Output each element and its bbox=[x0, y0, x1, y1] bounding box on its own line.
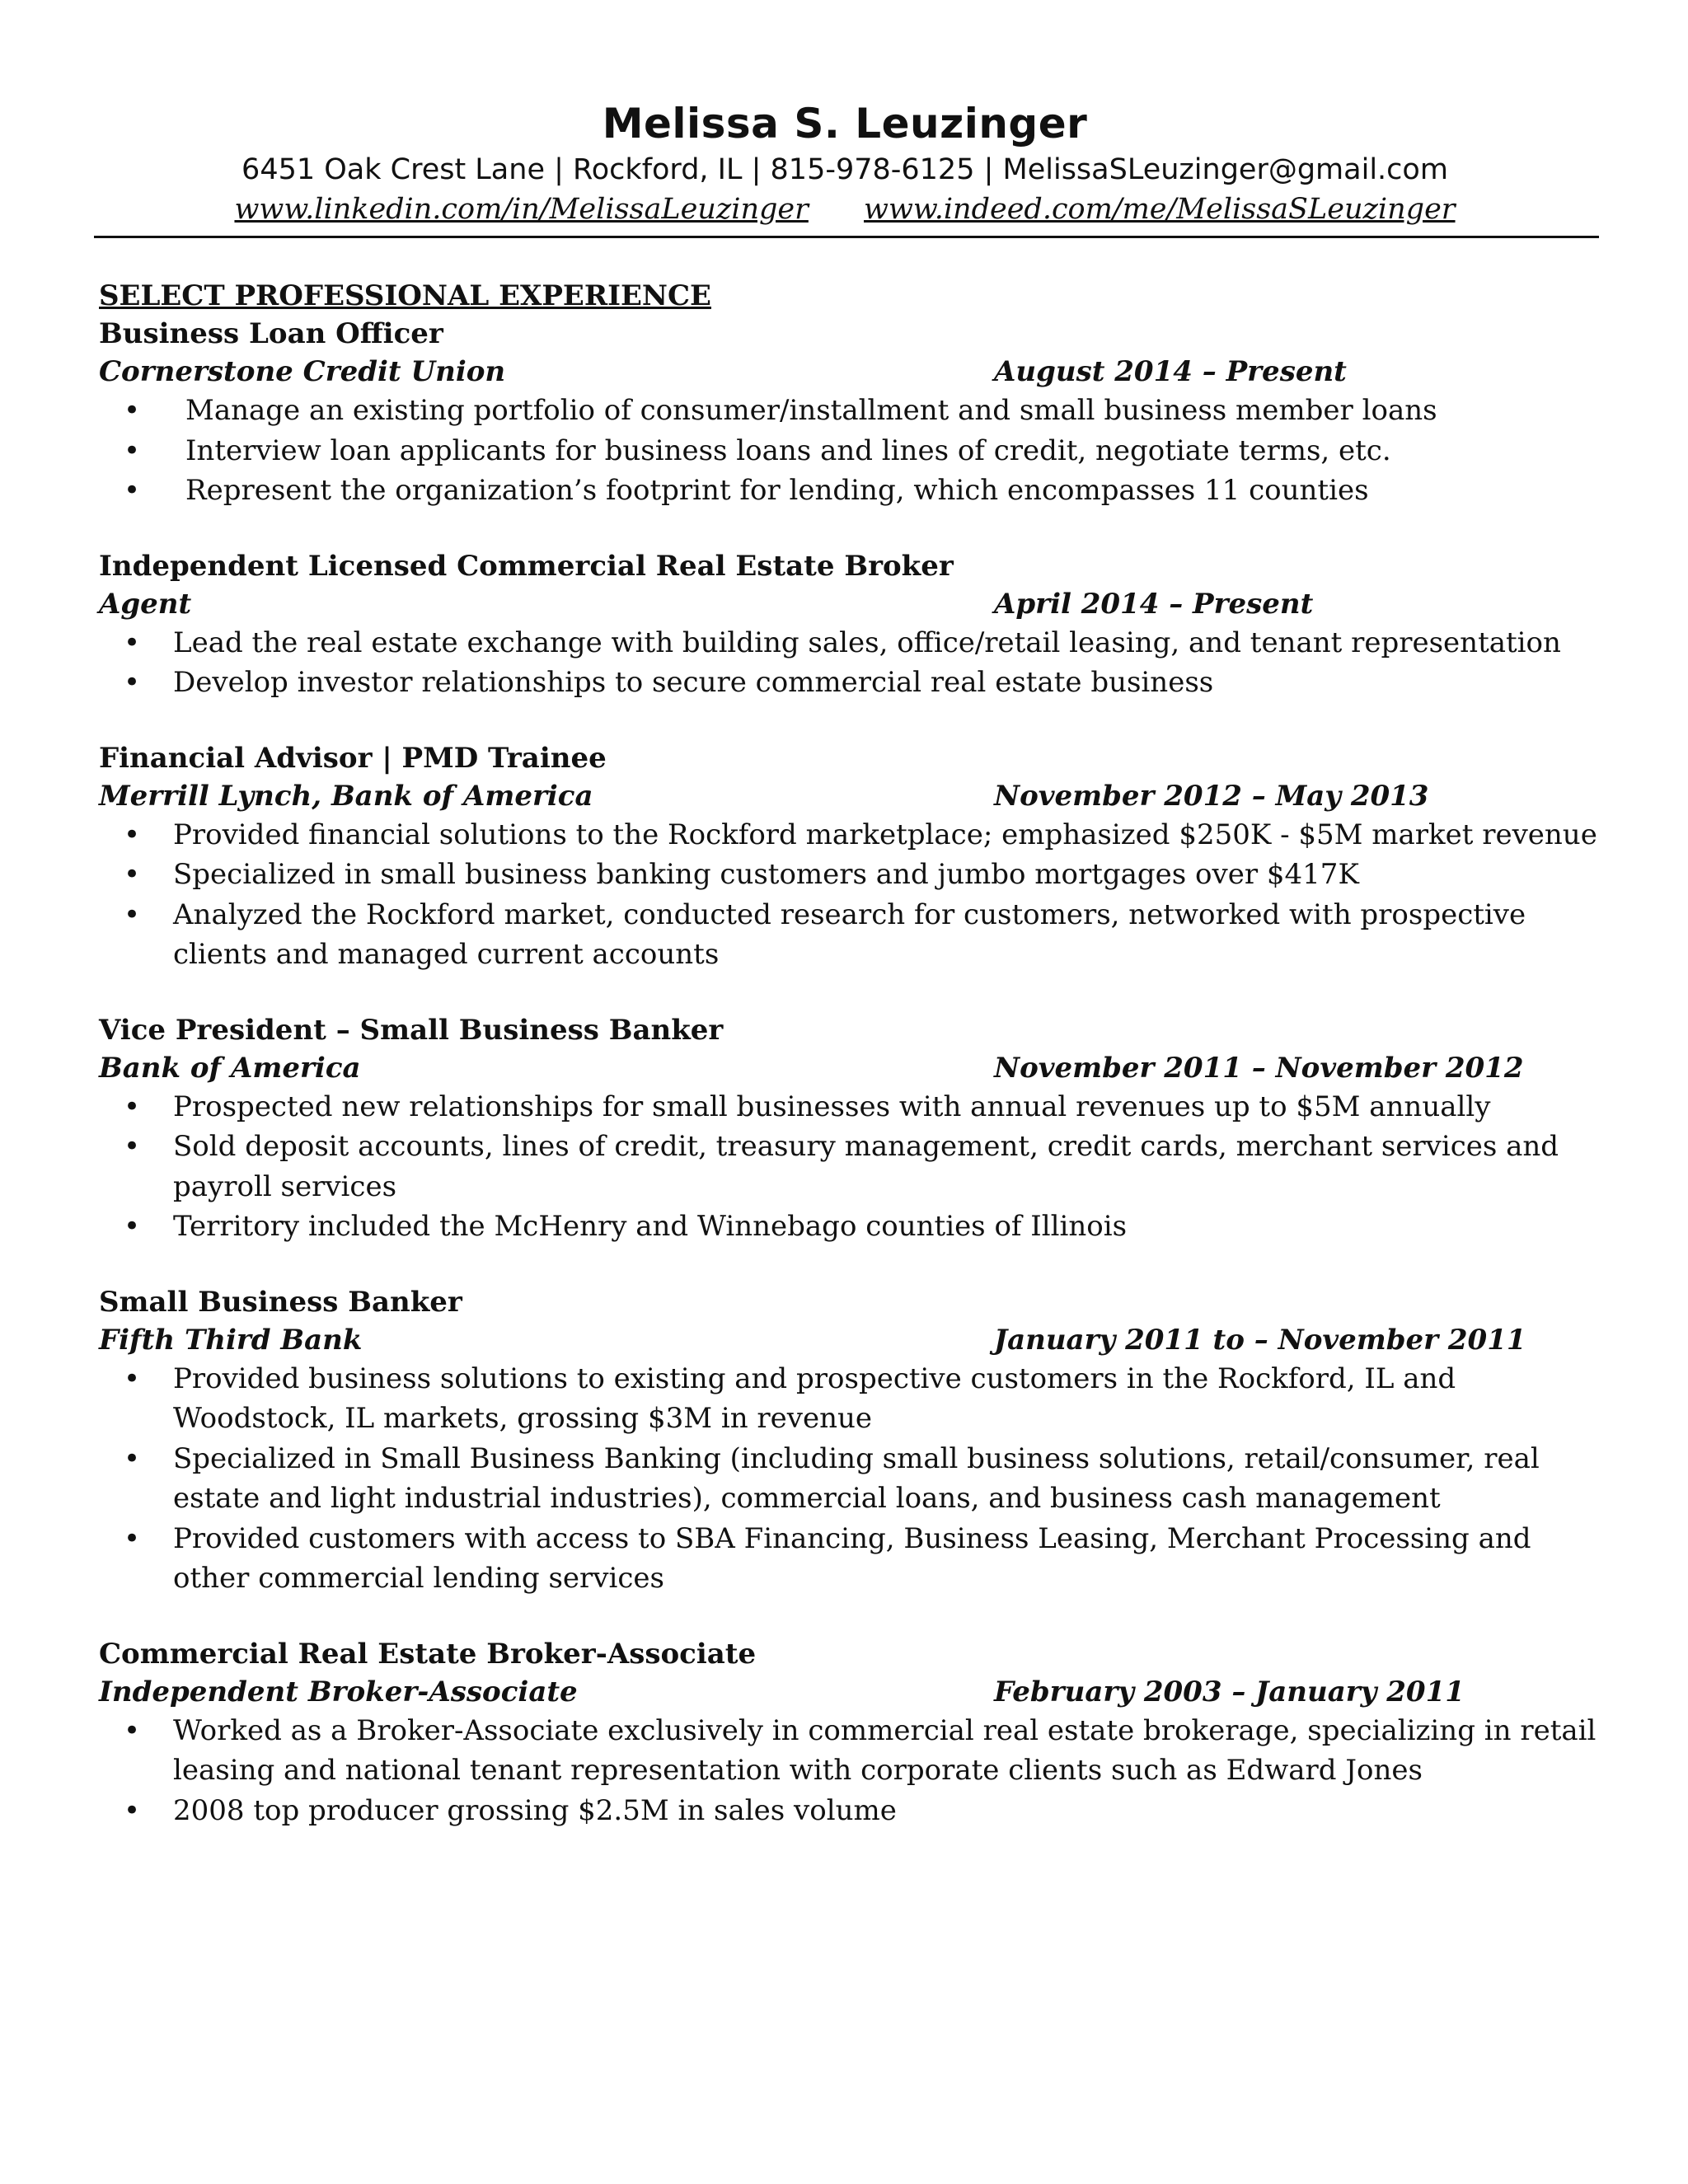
job-organization: Agent bbox=[99, 587, 192, 621]
indeed-link[interactable]: www.indeed.com/me/MelissaSLeuzinger bbox=[864, 193, 1456, 226]
job-bullet: • Provided customers with access to SBA Financing, Business Leasing, Merchant Processing and other commercial lending services bbox=[99, 1519, 1599, 1599]
job-bullet: • Specialized in Small Business Banking (including small business solutions, retail/consumer, real estate and light industrial industries), commercial loans, and business cash management bbox=[99, 1439, 1599, 1519]
job-dates: January 2011 to – November 2011 bbox=[994, 1323, 1526, 1357]
job-bullet: • Prospected new relationships for small businesses with annual revenues up to $5M annually bbox=[99, 1087, 1599, 1127]
job-org-line bbox=[99, 1049, 1599, 1087]
job-title: Commercial Real Estate Broker-Associate bbox=[99, 1637, 757, 1671]
job-entry bbox=[99, 1283, 1599, 1599]
profile-links bbox=[91, 191, 1599, 227]
candidate-name: Melissa S. Leuzinger bbox=[602, 100, 1088, 148]
job-title: Independent Licensed Commercial Real Estate Broker bbox=[99, 549, 954, 583]
experience-section bbox=[99, 277, 1599, 1867]
contact-line: 6451 Oak Crest Lane | Rockford, IL | 815-978-6125 | MelissaSLeuzinger@gmail.com bbox=[241, 153, 1448, 186]
job-title: Business Loan Officer bbox=[99, 317, 443, 350]
job-bullet: • Provided financial solutions to the Rockford marketplace; emphasized $250K - $5M market revenue bbox=[99, 815, 1599, 855]
job-bullet: • Analyzed the Rockford market, conducted research for customers, networked with prospective clients and managed current accounts bbox=[99, 895, 1599, 975]
job-organization: Cornerstone Credit Union bbox=[99, 355, 506, 388]
job-bullet: • Interview loan applicants for business loans and lines of credit, negotiate terms, etc. bbox=[99, 431, 1599, 471]
job-entry bbox=[99, 1635, 1599, 1831]
job-title: Small Business Banker bbox=[99, 1285, 462, 1319]
job-title: Financial Advisor | PMD Trainee bbox=[99, 741, 607, 775]
job-bullets bbox=[99, 623, 1599, 703]
job-bullet: • Worked as a Broker-Associate exclusively in commercial real estate brokerage, specializing in retail leasing and national tenant representation with corporate clients such as Edward Jones bbox=[99, 1711, 1599, 1791]
job-org-line bbox=[99, 585, 1599, 623]
job-org-line bbox=[99, 777, 1599, 815]
job-dates: November 2011 – November 2012 bbox=[994, 1051, 1524, 1085]
job-org-line bbox=[99, 353, 1599, 391]
job-dates: August 2014 – Present bbox=[994, 355, 1347, 388]
job-bullets bbox=[99, 1087, 1599, 1247]
job-dates: February 2003 – January 2011 bbox=[994, 1675, 1465, 1708]
header-divider bbox=[94, 236, 1599, 238]
job-entry bbox=[99, 315, 1599, 511]
job-bullet: • Manage an existing portfolio of consumer/installment and small business member loans bbox=[99, 391, 1599, 431]
linkedin-link[interactable]: www.linkedin.com/in/MelissaLeuzinger bbox=[234, 193, 809, 226]
job-org-line bbox=[99, 1321, 1599, 1359]
resume-header bbox=[91, 99, 1599, 227]
section-title: SELECT PROFESSIONAL EXPERIENCE bbox=[99, 279, 711, 312]
job-bullet: • Sold deposit accounts, lines of credit, treasury management, credit cards, merchant services and payroll services bbox=[99, 1127, 1599, 1207]
job-bullets bbox=[99, 391, 1599, 511]
job-entry bbox=[99, 1011, 1599, 1247]
job-bullet: • 2008 top producer grossing $2.5M in sales volume bbox=[99, 1791, 1599, 1831]
job-dates: April 2014 – Present bbox=[994, 587, 1314, 621]
job-entry bbox=[99, 547, 1599, 703]
job-entry bbox=[99, 739, 1599, 975]
job-dates: November 2012 – May 2013 bbox=[994, 779, 1429, 813]
job-bullet: • Represent the organization’s footprint for lending, which encompasses 11 counties bbox=[99, 471, 1599, 511]
job-organization: Merrill Lynch, Bank of America bbox=[99, 779, 593, 813]
job-org-line bbox=[99, 1673, 1599, 1711]
job-bullet: • Territory included the McHenry and Winnebago counties of Illinois bbox=[99, 1207, 1599, 1247]
job-bullet: • Specialized in small business banking customers and jumbo mortgages over $417K bbox=[99, 855, 1599, 895]
job-bullets bbox=[99, 815, 1599, 975]
job-organization: Independent Broker-Associate bbox=[99, 1675, 578, 1708]
job-bullet: • Develop investor relationships to secure commercial real estate business bbox=[99, 663, 1599, 703]
job-bullets bbox=[99, 1359, 1599, 1599]
job-bullet: • Provided business solutions to existing and prospective customers in the Rockford, IL and Woodstock, IL markets, grossing $3M in revenue bbox=[99, 1359, 1599, 1439]
job-bullet: • Lead the real estate exchange with building sales, office/retail leasing, and tenant representation bbox=[99, 623, 1599, 663]
job-organization: Bank of America bbox=[99, 1051, 361, 1085]
job-title: Vice President – Small Business Banker bbox=[99, 1013, 724, 1047]
job-organization: Fifth Third Bank bbox=[99, 1323, 363, 1357]
job-bullets bbox=[99, 1711, 1599, 1831]
